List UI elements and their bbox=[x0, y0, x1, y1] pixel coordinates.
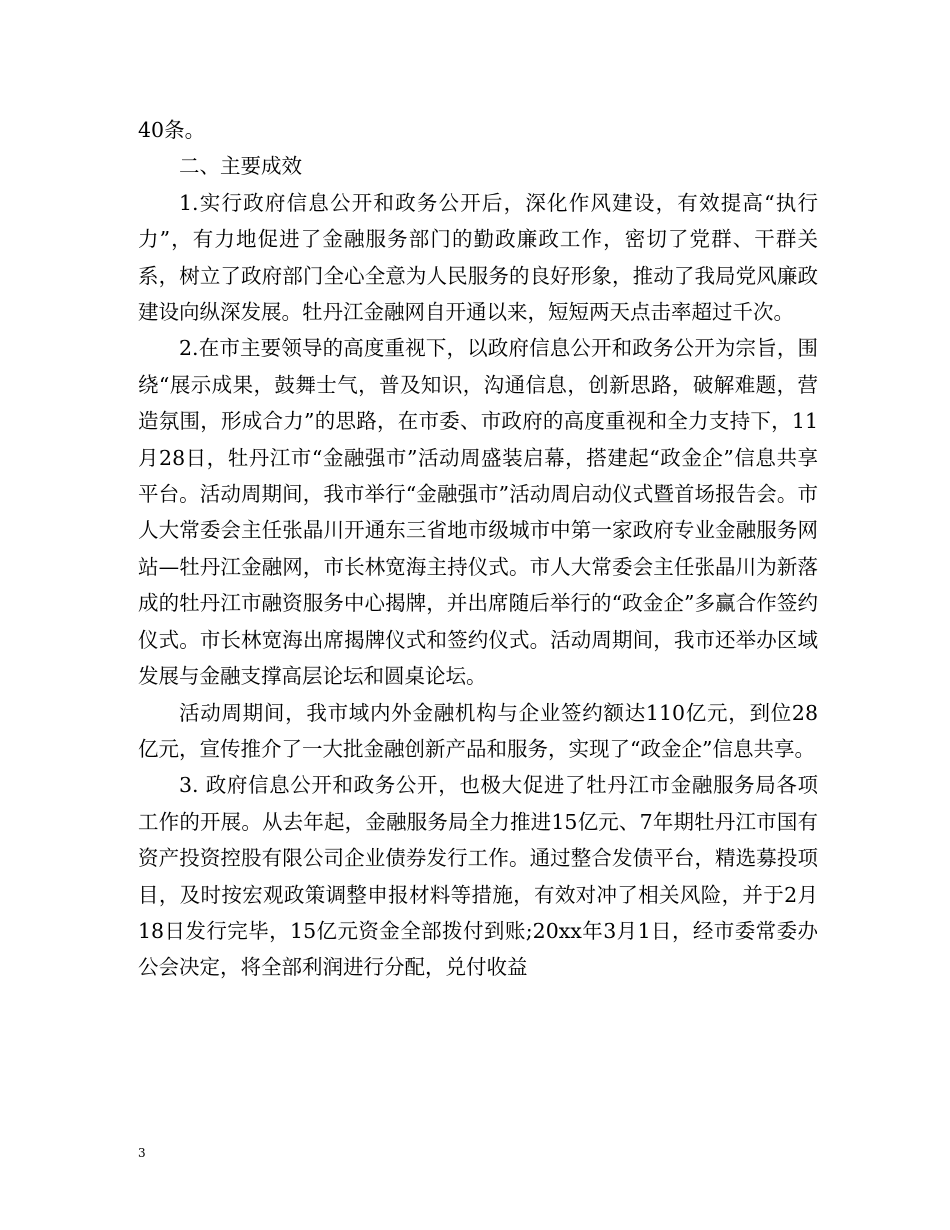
paragraph-4: 3. 政府信息公开和政务公开，也极大促进了牡丹江市金融服务局各项工作的开展。从去年起，金融服务局全力推进15亿元、7年期牡丹江市国有资产投资控股有限公司企业债券发行工作。通过整合发债平台，精选募投项目，及时按宏观政策调整申报材料等措施，有效对冲了相关风险，并于2月18日发行完毕，15亿元资金全部拨付到账;20xx年3月1日，经市委常委办公会决定，将全部利润进行分配，兑付收益 bbox=[138, 773, 818, 980]
paragraph-2: 2.在市主要领导的高度重视下，以政府信息公开和政务公开为宗旨，围绕“展示成果，鼓舞士气，普及知识，沟通信息，创新思路，破解难题，营造氛围，形成合力”的思路，在市委、市政府的高度重视和全力支持下，11月28日，牡丹江市“金融强市”活动周盛装启幕，搭建起“政金企”信息共享平台。活动周期间，我市举行“金融强市”活动周启动仪式暨首场报告会。市人大常委会主任张晶川开通东三省地市级城市中第一家政府专业金融服务网站—牡丹江金融网，市长林宽海主持仪式。市人大常委会主任张晶川为新落成的牡丹江市融资服务中心揭牌，并出席随后举行的“政金企”多赢合作签约仪式。市长林宽海出席揭牌仪式和签约仪式。活动周期间，我市还举办区域发展与金融支撑高层论坛和圆桌论坛。 bbox=[138, 336, 818, 689]
paragraph-continuation: 40条。 bbox=[138, 118, 206, 142]
body-text bbox=[138, 112, 818, 986]
section-heading: 二、主要成效 bbox=[179, 154, 302, 179]
paragraph-1: 1.实行政府信息公开和政务公开后，深化作风建设，有效提高“执行力”，有力地促进了金融服务部门的勤政廉政工作，密切了党群、干群关系，树立了政府部门全心全意为人民服务的良好形象，推动了我局党风廉政建设向纵深发展。牡丹江金融网自开通以来，短短两天点击率超过千次。 bbox=[138, 190, 818, 325]
page-number: 3 bbox=[138, 1146, 146, 1160]
paragraph-3: 活动周期间，我市域内外金融机构与企业签约额达110亿元，到位28亿元，宣传推介了一大批金融创新产品和服务，实现了“政金企”信息共享。 bbox=[138, 700, 818, 761]
